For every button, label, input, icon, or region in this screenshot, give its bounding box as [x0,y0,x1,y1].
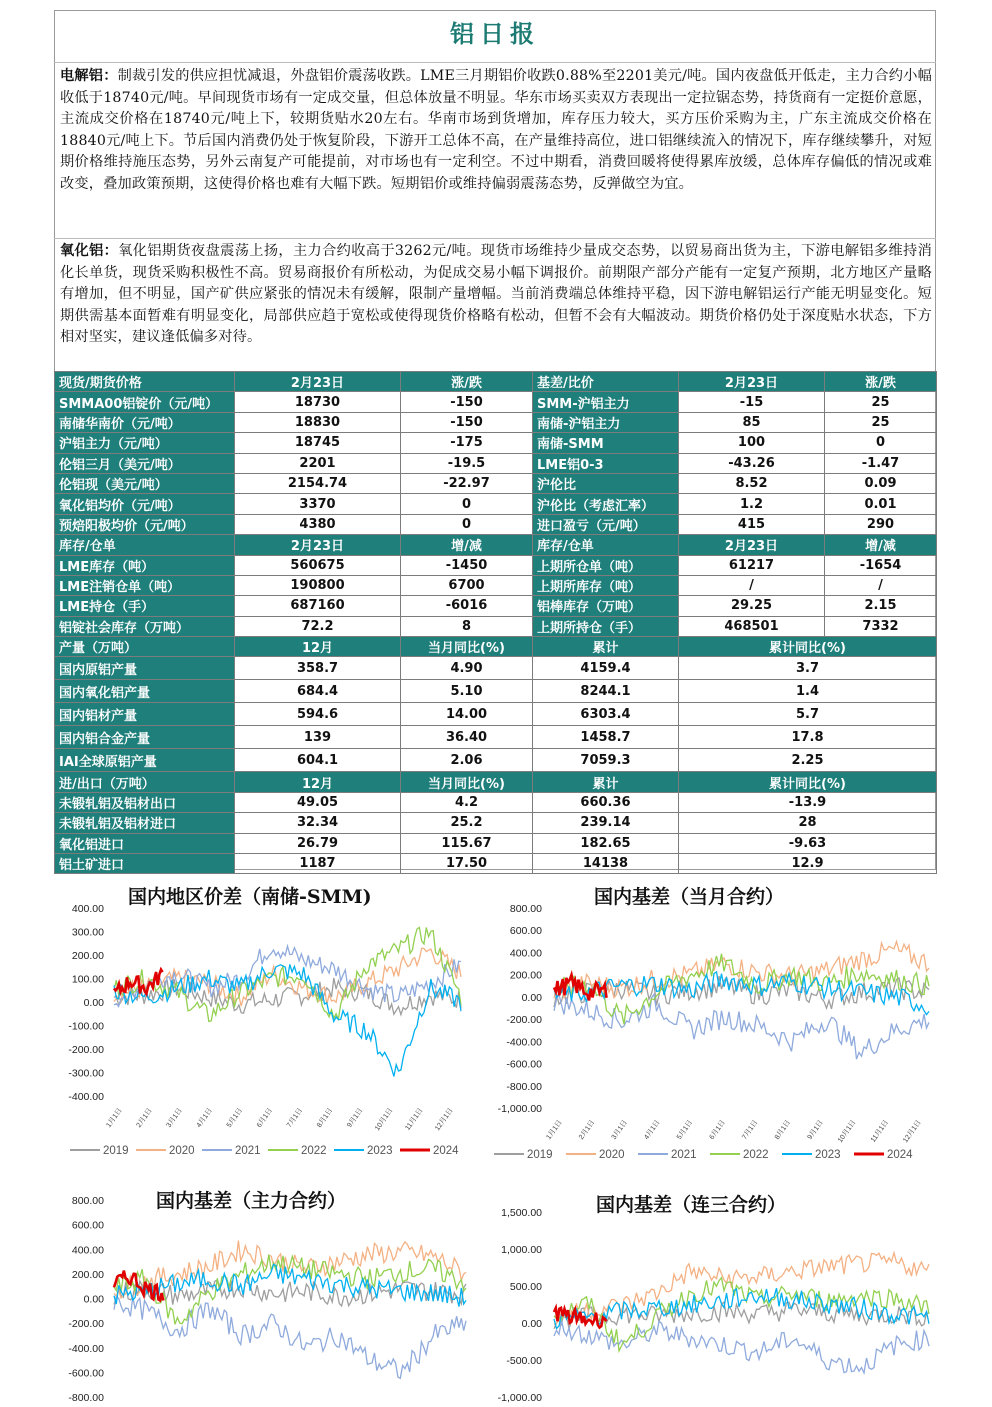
value-cell: 61217 [679,555,825,575]
y-tick-label: 1,500.00 [501,1207,542,1219]
report-title: 铝日报 [450,19,540,48]
y-tick-label: 100.00 [71,973,104,986]
y-tick-label: 200.00 [509,969,542,982]
chart-title: 国内地区价差（南储-SMM) [128,886,372,908]
value-cell: 8 [401,616,533,636]
value-cell: 0 [825,433,937,453]
x-tick-label: 7月1日 [285,1107,305,1130]
value-cell: 18830 [235,412,401,432]
y-tick-label: -800.00 [506,1080,542,1093]
table-header-row [55,772,937,792]
y-tick-label: -600.00 [68,1367,104,1380]
x-tick-label: 3月1日 [165,1107,184,1130]
value-cell: 25 [825,392,937,412]
value-cell: -13.9 [679,792,937,812]
y-tick-label: 0.00 [83,1293,104,1306]
value-cell: 72.2 [235,616,401,636]
row-label: 南储-SMM [533,433,679,453]
row-label: LME铝0-3 [533,453,679,473]
x-tick-label: 8月1日 [773,1119,793,1142]
y-tick-label: 500.00 [509,1281,542,1293]
row-label: 氧化铝进口 [55,833,235,853]
legend-label: 2019 [527,1149,553,1161]
value-cell: 468501 [679,616,825,636]
y-tick-label: 1,000.00 [501,1244,542,1256]
x-tick-label: 4月1日 [643,1119,662,1142]
x-tick-label: 1月1日 [105,1107,124,1130]
value-cell: -6016 [401,596,533,616]
chart-regional-spread-plot [56,878,476,1168]
value-cell: 5.10 [401,680,533,703]
value-cell: 8244.1 [533,680,679,703]
y-tick-label: 600.00 [509,925,542,938]
row-label: 上期所仓单（吨） [533,555,679,575]
x-tick-label: 11月1日 [404,1107,425,1132]
value-cell: -1450 [401,555,533,575]
value-cell: 2.25 [679,749,937,772]
table-row [55,494,937,514]
legend-label: 2022 [301,1145,327,1157]
table-row [55,433,937,453]
value-cell: 0 [401,494,533,514]
y-tick-label: 300.00 [71,926,104,939]
y-tick-label: 0.00 [521,991,542,1004]
y-tick-label: 400.00 [509,947,542,960]
value-cell: 32.34 [235,813,401,833]
value-cell: 49.05 [235,792,401,812]
value-cell: 4.2 [401,792,533,812]
series-line-2023 [554,972,929,1015]
chart-regional-spread [56,878,476,1168]
row-label: SMM-沪铝主力 [533,392,679,412]
table-header-cell: 2月23日 [235,372,401,392]
y-tick-label: -300.00 [68,1067,104,1080]
table-row [55,473,937,493]
table-row [55,749,937,772]
value-cell: 660.36 [533,792,679,812]
y-tick-label: -800.00 [68,1392,104,1403]
value-cell: 25 [825,412,937,432]
value-cell: 3.7 [679,657,937,680]
legend-label: 2023 [815,1149,841,1161]
y-tick-label: 0.00 [83,997,104,1009]
table-header-cell: 产量（万吨） [55,637,235,657]
value-cell: 4380 [235,514,401,534]
legend-label: 2019 [103,1145,129,1157]
value-cell: 17.8 [679,726,937,749]
value-cell: 7332 [825,616,937,636]
table-header-cell: 增/减 [401,535,533,555]
value-cell: 0 [401,514,533,534]
value-cell: 1458.7 [533,726,679,749]
value-cell: 12.9 [679,854,937,874]
value-cell: 4159.4 [533,657,679,680]
series-line-2023 [554,1288,929,1328]
series-line-2021 [554,994,929,1059]
table-header-row [55,637,937,657]
chart-basis-current-month-plot [484,878,936,1173]
value-cell: 290 [825,514,937,534]
y-tick-label: 200.00 [71,950,104,962]
value-cell: 6303.4 [533,703,679,726]
y-tick-label: 800.00 [71,1195,104,1207]
chart-title: 国内基差（主力合约） [156,1190,347,1212]
value-cell: 1.4 [679,680,937,703]
table-row [55,657,937,680]
row-label: 上期所持仓（手） [533,616,679,636]
x-tick-label: 6月1日 [255,1107,275,1130]
value-cell: 190800 [235,575,401,595]
chart-title: 国内基差（当月合约） [594,886,785,908]
y-tick-label: 400.00 [71,903,104,915]
value-cell: 594.6 [235,703,401,726]
value-cell: 358.7 [235,657,401,680]
value-cell: 415 [679,514,825,534]
row-label: 上期所库存（吨） [533,575,679,595]
value-cell: -43.26 [679,453,825,473]
chart-basis-main-contract-plot [56,1182,476,1403]
table-row [55,680,937,703]
value-cell: 17.50 [401,854,533,874]
row-label: IAI全球原铝产量 [55,749,235,772]
row-label: 沪伦比 [533,473,679,493]
value-cell: 6700 [401,575,533,595]
y-tick-label: 800.00 [509,903,542,915]
divider [54,238,936,239]
value-cell: 2.15 [825,596,937,616]
table-header-cell: 12月 [235,637,401,657]
value-cell: 1.2 [679,494,825,514]
row-label: LME持仓（手） [55,596,235,616]
y-tick-label: 400.00 [71,1244,104,1257]
value-cell: 139 [235,726,401,749]
table-header-row [55,372,937,392]
value-cell: 2.06 [401,749,533,772]
row-label: 国内原铝产量 [55,657,235,680]
value-cell: 14138 [533,854,679,874]
value-cell: 2201 [235,453,401,473]
x-tick-label: 6月1日 [708,1119,727,1142]
row-label: 进口盈亏（元/吨） [533,514,679,534]
table-header-cell: 累计同比(%) [679,772,937,792]
y-tick-label: -200.00 [506,1014,542,1027]
electrolytic-label: 电解铝： [60,68,118,84]
x-tick-label: 10月1日 [373,1107,395,1133]
value-cell: 29.25 [679,596,825,616]
value-cell: 0.09 [825,473,937,493]
x-tick-label: 7月1日 [741,1119,760,1142]
table-row [55,854,937,874]
table-header-cell: 涨/跌 [401,372,533,392]
table-row [55,616,937,636]
value-cell: 115.67 [401,833,533,853]
table-header-cell: 进/出口（万吨） [55,772,235,792]
row-label: 预焙阳极均价（元/吨） [55,514,235,534]
row-label: 南储-沪铝主力 [533,412,679,432]
table-header-cell: 2月23日 [679,535,825,555]
table-header-cell: 12月 [235,772,401,792]
y-tick-label: -400.00 [68,1091,104,1103]
value-cell: 100 [679,433,825,453]
row-label: 氧化铝均价（元/吨） [55,494,235,514]
table-header-cell: 库存/仓单 [55,535,235,555]
value-cell: 684.4 [235,680,401,703]
value-cell: 28 [679,813,937,833]
table-row [55,792,937,812]
divider [54,62,936,63]
chart-basis-main-contract [56,1182,476,1403]
series-line-2022 [114,928,461,1022]
y-tick-label: -400.00 [506,1036,542,1049]
value-cell: / [679,575,825,595]
value-cell: 5.7 [679,703,937,726]
row-label: 国内氧化铝产量 [55,680,235,703]
y-tick-label: 200.00 [71,1268,104,1281]
row-label: 未锻轧铝及铝材出口 [55,792,235,812]
row-label: SMMA00铝锭价（元/吨） [55,392,235,412]
x-tick-label: 4月1日 [195,1107,214,1130]
value-cell: -175 [401,433,533,453]
row-label: 伦铝现（美元/吨） [55,473,235,493]
row-label: 未锻轧铝及铝材进口 [55,813,235,833]
value-cell: / [825,575,937,595]
x-tick-label: 12月1日 [902,1119,923,1145]
value-cell: 8.52 [679,473,825,493]
value-cell: -15 [679,392,825,412]
table-row [55,813,937,833]
value-cell: 25.2 [401,813,533,833]
legend-label: 2020 [599,1149,625,1161]
value-cell: 26.79 [235,833,401,853]
value-cell: -22.97 [401,473,533,493]
value-cell: 2154.74 [235,473,401,493]
legend-label: 2024 [433,1145,459,1157]
table-header-cell: 累计同比(%) [679,637,937,657]
value-cell: -1.47 [825,453,937,473]
table-header-cell: 涨/跌 [825,372,937,392]
chart-basis-third-contract [484,1182,936,1403]
x-tick-label: 9月1日 [806,1119,825,1142]
legend-label: 2022 [743,1149,769,1161]
legend-label: 2024 [887,1149,913,1161]
table-header-cell: 基差/比价 [533,372,679,392]
table-header-cell: 现货/期货价格 [55,372,235,392]
row-label: 沪铝主力（元/吨） [55,433,235,453]
value-cell: 18730 [235,392,401,412]
y-tick-label: -100.00 [68,1020,104,1033]
electrolytic-paragraph [60,66,932,196]
value-cell: 239.14 [533,813,679,833]
row-label: 伦铝三月（美元/吨） [55,453,235,473]
value-cell: 3370 [235,494,401,514]
value-cell: 85 [679,412,825,432]
table-header-cell: 当月同比(%) [401,772,533,792]
alumina-text: 氧化铝期货夜盘震荡上扬，主力合约收高于3262元/吨。现货市场维持少量成交态势，以贸易商出货为主，下游电解铝多维持消化长单货，现货采购积极性不高。贸易商报价有所松动，为促成交易小幅下调报价。前期限产部分产能有一定复产预期，北方地区产量略有增加，但不明显，国产矿供应紧张的情况未有缓解，限制产量增幅。当前消费端总体维持平稳，因下游电解铝运行产能无明显变化。短期供需基本面暂难有明显变化，局部供应趋于宽松或使得现货价格略有松动，但暂不会有大幅波动。期货价格仍处于深度贴水状态，下方相对坚实，建议逢低偏多对待。 [60,243,932,346]
chart-title: 国内基差（连三合约） [596,1194,787,1216]
x-tick-label: 8月1日 [316,1107,335,1130]
y-tick-label: -200.00 [68,1318,104,1331]
value-cell: -9.63 [679,833,937,853]
y-tick-label: 600.00 [71,1219,104,1232]
x-tick-label: 1月1日 [545,1119,564,1142]
series-line-2021 [554,1320,929,1373]
value-cell: 0.01 [825,494,937,514]
y-tick-label: 0.00 [521,1318,542,1330]
table-row [55,575,937,595]
x-tick-label: 11月1日 [869,1119,891,1144]
value-cell: 182.65 [533,833,679,853]
x-tick-label: 2月1日 [135,1107,154,1130]
row-label: LME注销仓单（吨） [55,575,235,595]
value-cell: 36.40 [401,726,533,749]
legend-label: 2021 [671,1149,697,1161]
table-row [55,703,937,726]
table-row [55,833,937,853]
row-label: 国内铝合金产量 [55,726,235,749]
x-tick-label: 9月1日 [346,1107,365,1130]
row-label: 铝棒库存（万吨） [533,596,679,616]
x-tick-label: 2月1日 [578,1119,597,1142]
table-row [55,392,937,412]
table-header-cell: 当月同比(%) [401,637,533,657]
y-tick-label: -400.00 [68,1342,104,1355]
row-label: 铝锭社会库存（万吨） [55,616,235,636]
y-tick-label: -1,000.00 [497,1103,542,1115]
y-tick-label: -500.00 [506,1355,542,1367]
table-header-cell: 库存/仓单 [533,535,679,555]
legend-label: 2023 [367,1145,393,1157]
value-cell: 560675 [235,555,401,575]
value-cell: 14.00 [401,703,533,726]
value-cell: 687160 [235,596,401,616]
row-label: 国内铝材产量 [55,703,235,726]
y-tick-label: -200.00 [68,1044,104,1056]
value-cell: 4.90 [401,657,533,680]
table-row [55,726,937,749]
value-cell: 7059.3 [533,749,679,772]
x-tick-label: 12月1日 [434,1107,455,1133]
table-row [55,555,937,575]
table-row [55,412,937,432]
legend-label: 2021 [235,1145,261,1157]
alumina-paragraph [60,241,932,349]
table-row [55,453,937,473]
y-tick-label: -600.00 [506,1058,542,1071]
value-cell: 604.1 [235,749,401,772]
chart-basis-current-month [484,878,936,1173]
value-cell: 18745 [235,433,401,453]
table-header-cell: 增/减 [825,535,937,555]
row-label: 南储华南价（元/吨） [55,412,235,432]
value-cell: -150 [401,392,533,412]
value-cell: -19.5 [401,453,533,473]
alumina-label: 氧化铝： [60,243,119,259]
x-tick-label: 5月1日 [225,1107,245,1130]
table-row [55,596,937,616]
market-data-table [54,371,937,874]
table-header-row [55,535,937,555]
value-cell: -1654 [825,555,937,575]
row-label: 沪伦比（考虑汇率） [533,494,679,514]
table-header-cell: 累计 [533,637,679,657]
value-cell: 1187 [235,854,401,874]
y-tick-label: -1,000.00 [497,1392,542,1403]
value-cell: -150 [401,412,533,432]
table-row [55,514,937,534]
table-header-cell: 累计 [533,772,679,792]
table-header-cell: 2月23日 [235,535,401,555]
row-label: LME库存（吨） [55,555,235,575]
x-tick-label: 3月1日 [610,1119,629,1142]
row-label: 铝土矿进口 [55,854,235,874]
table-header-cell: 2月23日 [679,372,825,392]
x-tick-label: 10月1日 [836,1119,858,1145]
x-tick-label: 5月1日 [675,1119,695,1142]
electrolytic-text: 制裁引发的供应担忧减退，外盘铝价震荡收跌。LME三月期铝价收跌0.88%至2201美元/吨。国内夜盘低开低走，主力合约小幅收低于18740元/吨。早间现货市场有一定成交量，但总体放量不明显。华东市场买卖双方表现出一定拉锯态势，持货商有一定挺价意愿，主流成交价格在18740元/吨上下，较期货贴水20左右。华南市场到货增加，库存压力较大，买方压价采购为主，广东主流成交价格在18840元/吨上下。节后国内消费仍处于恢复阶段，下游开工总体不高，在产量维持高位，进口铝继续流入的情况下，库存继续攀升，对短期价格维持施压态势，另外云南复产可能提前，对市场也有一定利空。不过中期看，消费回暖将使得累库放缓，总体库存偏低的情况或难改变，叠加政策预期，这使得价格也难有大幅下跌。短期铝价或维持偏弱震荡态势，反弹做空为宜。 [60,68,932,192]
legend-label: 2020 [169,1145,195,1157]
